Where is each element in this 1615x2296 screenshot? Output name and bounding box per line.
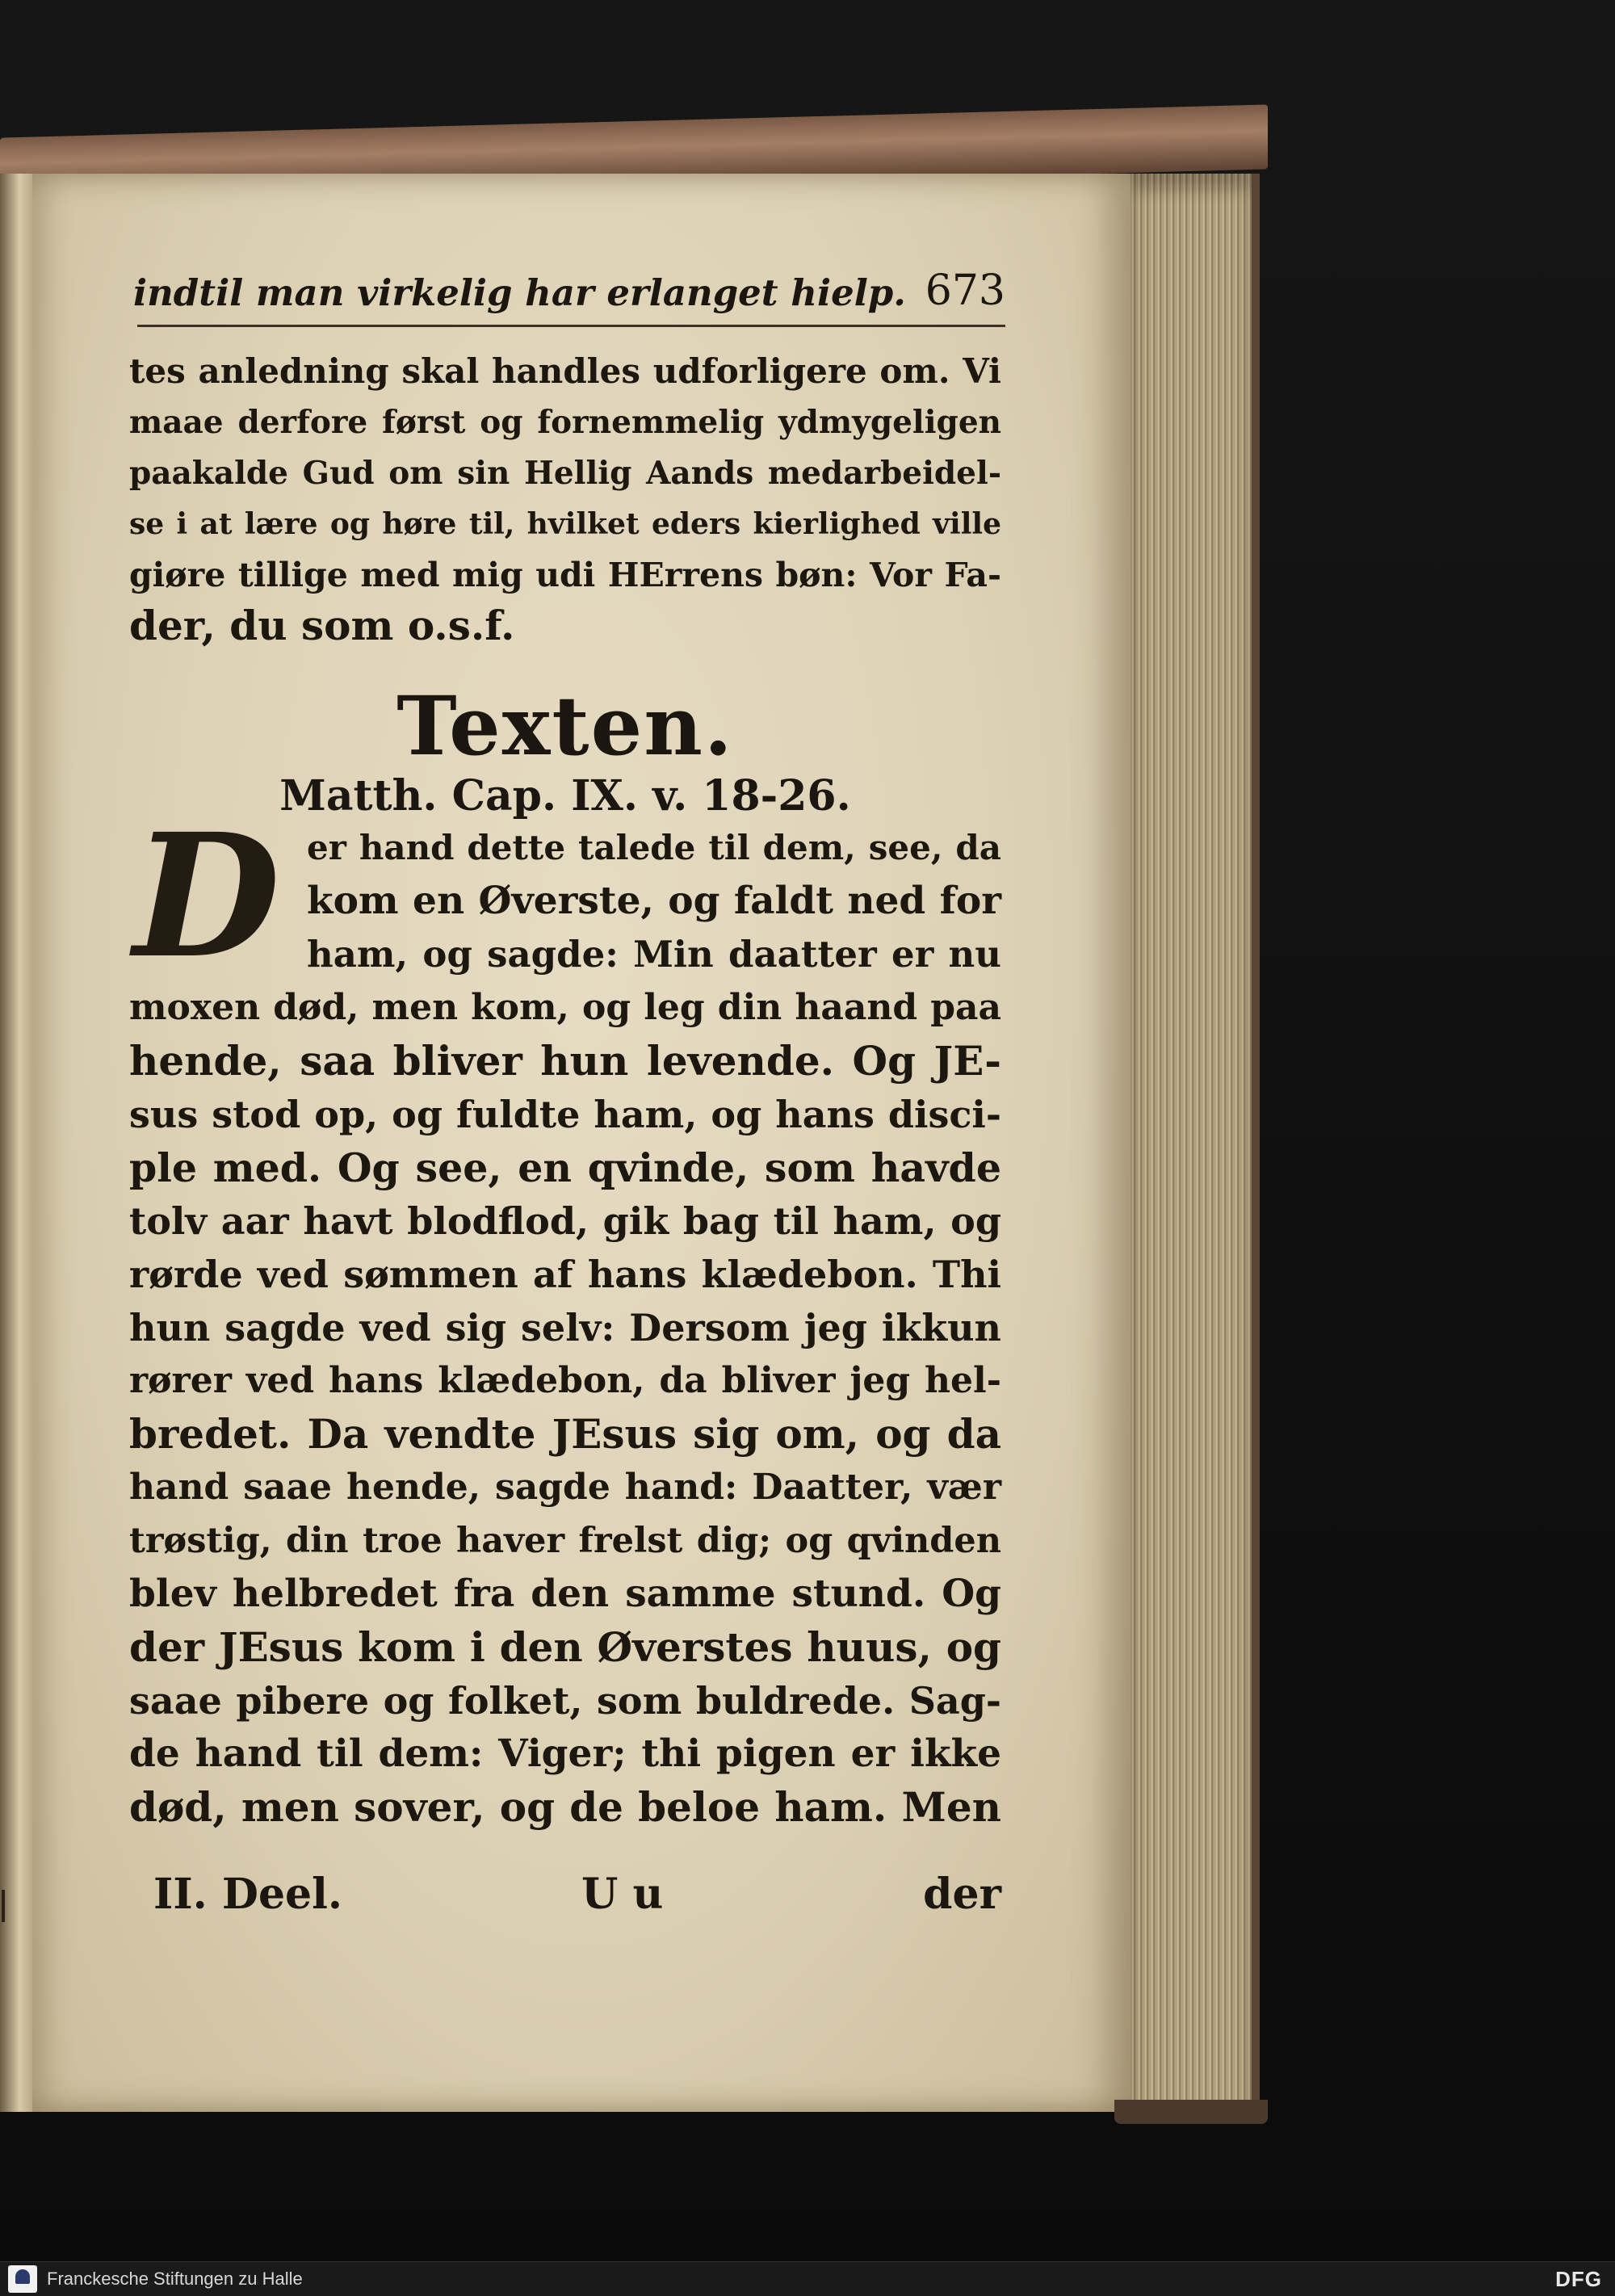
text-line: giøre tillige med mig udi HErrens bøn: Vor Fa- [129, 556, 1001, 594]
text-line: paakalde Gud om sin Hellig Aands medarbeidel- [129, 455, 1001, 492]
text-line: sus stod op, og fuldte ham, og hans disci- [129, 1093, 1001, 1136]
text-line: se i at lære og høre til, hvilket eders kierlighed ville [129, 507, 1001, 541]
text-line: tolv aar havt blodflod, gik bag til ham, og [129, 1199, 1001, 1243]
running-head-rule [137, 325, 1005, 327]
text-line: bredet. Da vendte JEsus sig om, og da [129, 1410, 1001, 1458]
text-line: der, du som o.s.f. [129, 602, 515, 649]
text-line: kom en Øverste, og faldt ned for [307, 879, 1001, 923]
text-line: ham, og sagde: Min daatter er nu [307, 933, 1001, 976]
facing-page-edge [0, 174, 32, 2112]
text-line: er hand dette talede til dem, see, da [307, 828, 1001, 867]
institution-logo-icon[interactable] [8, 2265, 37, 2293]
institution-name[interactable]: Franckesche Stiftungen zu Halle [47, 2269, 303, 2289]
viewer-footer-bar [0, 2261, 1615, 2296]
text-line: tes anledning skal handles udforligere om. Vi [129, 351, 1001, 391]
book-cover-bottom [1114, 2100, 1268, 2124]
text-line: moxen død, men kom, og leg din haand paa [129, 987, 1001, 1028]
dfg-logo[interactable]: DFG [1555, 2267, 1602, 2291]
text-line: trøstig, din troe haver frelst dig; og qvinden [129, 1521, 1001, 1561]
text-line: død, men sover, og de beloe ham. Men [129, 1783, 1001, 1831]
drop-cap-initial [133, 796, 281, 996]
text-line: rørde ved sømmen af hans klædebon. Thi [129, 1253, 1001, 1296]
text-line: rører ved hans klædebon, da bliver jeg hel- [129, 1360, 1001, 1401]
footer-catchword: der [923, 1870, 1001, 1919]
text-line: de hand til dem: Viger; thi pigen er ikke [129, 1731, 1001, 1776]
text-line: hun sagde ved sig selv: Dersom jeg ikkun [129, 1306, 1001, 1349]
footer-signature-mark: U u [581, 1870, 664, 1919]
text-line: maae derfore først og fornemmelig ydmygeligen [129, 404, 1001, 441]
running-head-title: indtil man virkelig har erlanget hielp. [133, 271, 906, 314]
scripture-reference: Matth. Cap. IX. v. 18-26. [279, 771, 851, 821]
footer-volume: II. Deel. [153, 1870, 342, 1919]
running-head [133, 267, 1005, 316]
text-line: der JEsus kom i den Øverstes huus, og [129, 1623, 1001, 1671]
page-number: 673 [925, 267, 1005, 315]
section-title: Texten. [396, 678, 734, 774]
facing-page-mark [2, 1890, 21, 1922]
text-line: hende, saa bliver hun levende. Og JE- [129, 1037, 1001, 1085]
drop-cap-letter: D [133, 796, 281, 996]
text-line: blev helbredet fra den samme stund. Og [129, 1572, 1001, 1616]
page-block-edges [1130, 174, 1260, 2112]
page-footer [153, 1870, 1001, 1926]
text-line: ple med. Og see, en qvinde, som havde [129, 1144, 1001, 1191]
text-line: hand saae hende, sagde hand: Daatter, vær [129, 1467, 1001, 1508]
text-line: saae pibere og folket, som buldrede. Sag- [129, 1679, 1001, 1723]
